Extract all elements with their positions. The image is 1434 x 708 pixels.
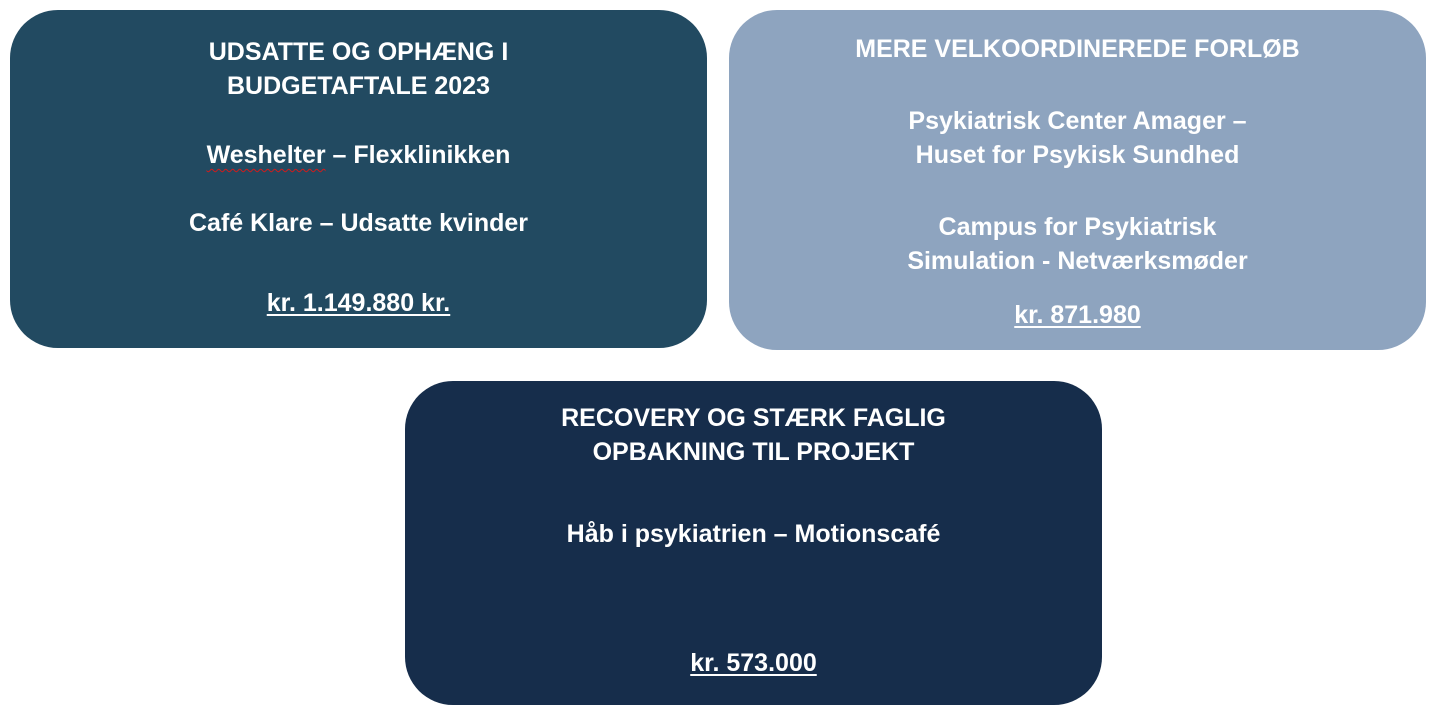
- project-psykiatrisk-center-line-2: Huset for Psykisk Sundhed: [915, 141, 1240, 169]
- amount-text: kr. 1.149.880 kr.: [266, 289, 451, 317]
- budget-amount: [729, 298, 1426, 332]
- amount-text: kr. 573.000: [690, 649, 817, 677]
- box-heading-line-1: UDSATTE OG OPHÆNG I: [208, 38, 509, 66]
- box-heading-line-1: RECOVERY OG STÆRK FAGLIG: [561, 404, 946, 432]
- project-weshelter: [10, 138, 707, 172]
- budget-amount: [405, 646, 1102, 680]
- project-cafe-klare: Café Klare – Udsatte kvinder: [188, 209, 529, 237]
- project-name-misspelled: Weshelter: [206, 141, 326, 169]
- project-campus-line-2: Simulation - Netværksmøder: [907, 247, 1248, 275]
- project-campus-line-1: Campus for Psykiatrisk: [938, 213, 1217, 241]
- box-heading: MERE VELKOORDINEREDE FORLØB: [855, 35, 1300, 63]
- box-heading-line-2: BUDGETAFTALE 2023: [226, 72, 490, 100]
- budget-box-velkoordinerede-forloeb: [729, 10, 1426, 350]
- amount-text: kr. 871.980: [1014, 301, 1141, 329]
- project-haab-i-psykiatrien: Håb i psykiatrien – Motionscafé: [566, 520, 941, 548]
- project-suffix: – Flexklinikken: [325, 141, 511, 169]
- box-heading-line-2: OPBAKNING TIL PROJEKT: [592, 438, 915, 466]
- budget-box-recovery: [405, 381, 1102, 705]
- project-psykiatrisk-center-line-1: Psykiatrisk Center Amager –: [908, 107, 1247, 135]
- budget-box-udsatte: [10, 10, 707, 348]
- budget-amount: [10, 286, 707, 320]
